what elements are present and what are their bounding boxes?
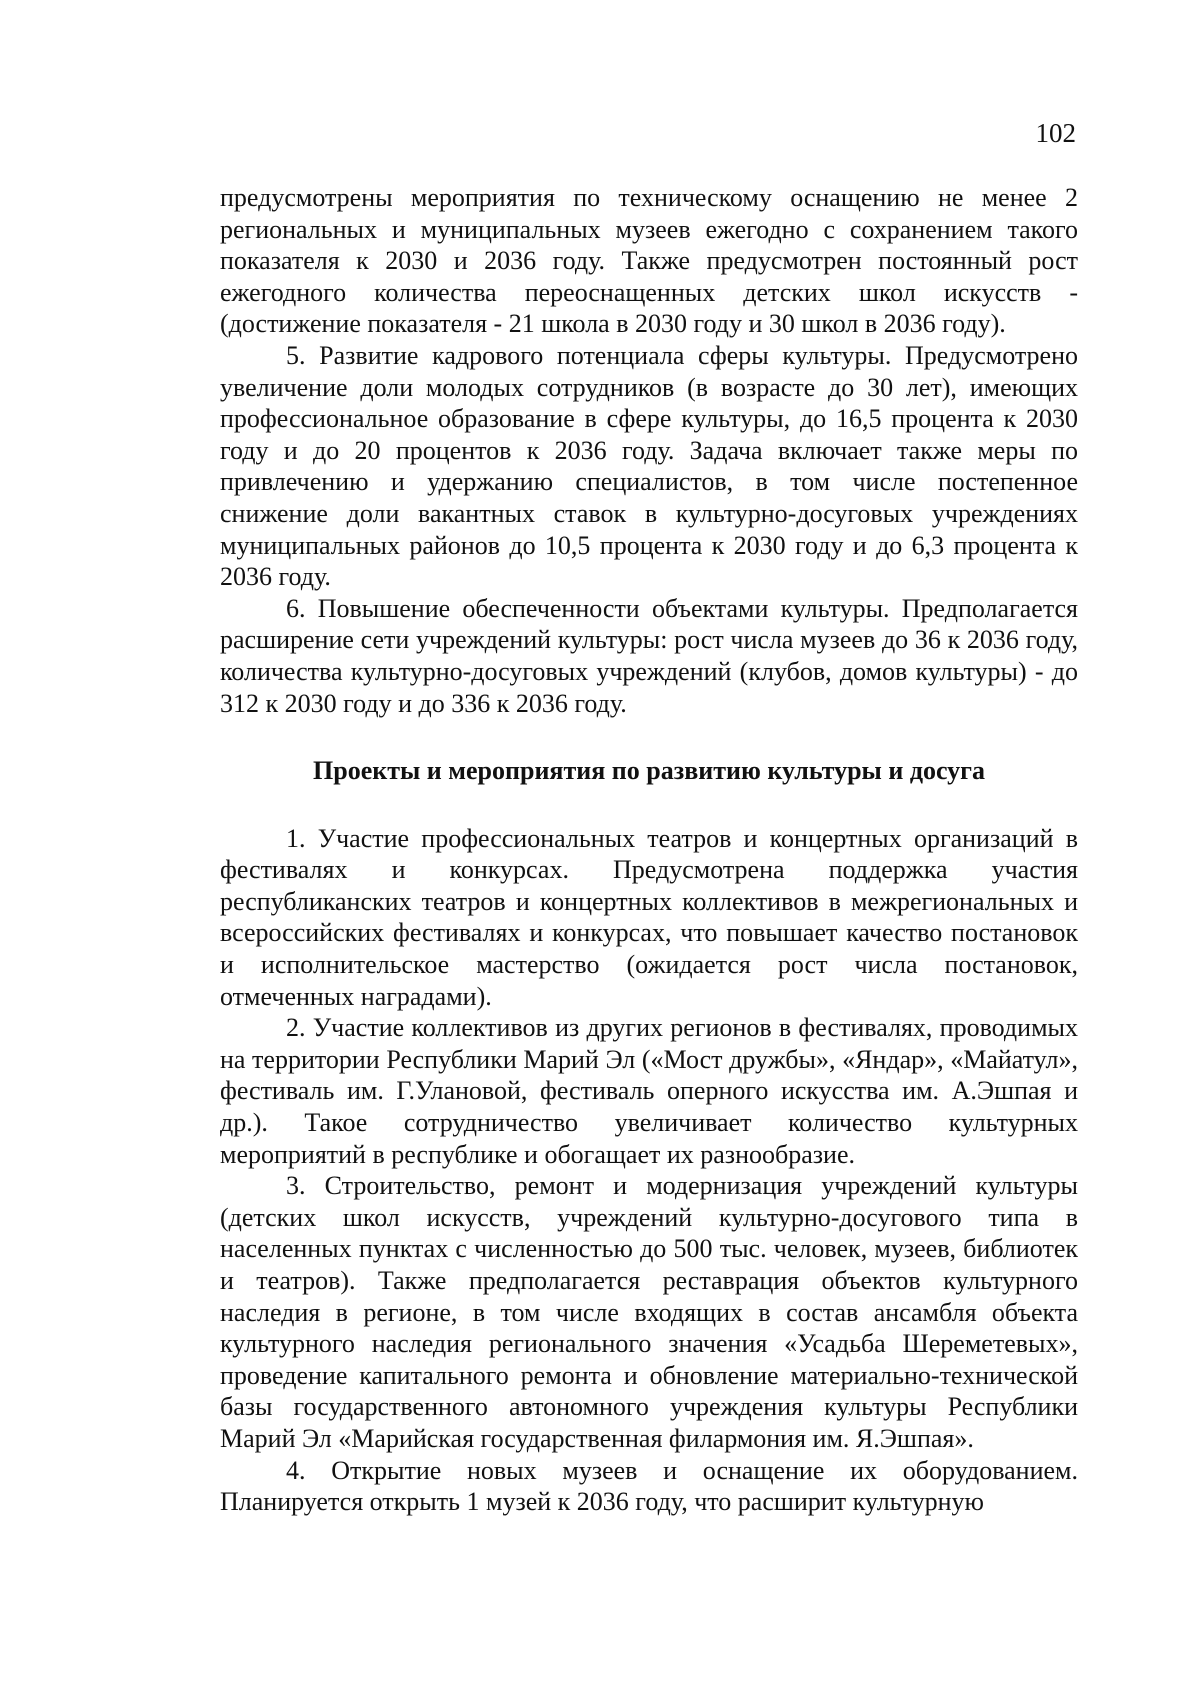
document-body <box>220 182 1078 1518</box>
section-heading: Проекты и мероприятия по развитию культуры и досуга <box>313 756 985 786</box>
project-item-3: 3. Строительство, ремонт и модернизация учреждений культуры (детских школ искусств, учреждений культурно-досугового типа в населенных пунктах с численностью до 500 тыс. человек, музеев, библиотек и театров). Также предполагается реставрация объектов культурного наследия в регионе, в том числе входящих в состав ансамбля объекта культурного наследия регионального значения «Усадьба Шереметевых», проведение капитального ремонта и обновление материально-технической базы государственного автономного учреждения культуры Республики Марий Эл «Марийская государственная филармония им. Я.Эшпая». <box>220 1171 1078 1453</box>
project-item-2: 2. Участие коллективов из других регионов в фестивалях, проводимых на территории Республики Марий Эл («Мост дружбы», «Яндар», «Майатул», фестиваль им. Г.Улановой, фестиваль оперного искусства им. А.Эшпая и др.). Такое сотрудничество увеличивает количество культурных мероприятий в республике и обогащает их разнообразие. <box>220 1013 1078 1169</box>
paragraph-item-5: 5. Развитие кадрового потенциала сферы культуры. Предусмотрено увеличение доли молодых сотрудников (в возрасте до 30 лет), имеющих профессиональное образование в сфере культуры, до 16,5 процента к 2030 году и до 20 процентов к 2036 году. Задача включает также меры по привлечению и удержанию специалистов, в том числе постепенное снижение доли вакантных ставок в культурно-досуговых учреждениях муниципальных районов до 10,5 процента к 2030 году и до 6,3 процента к 2036 году. <box>220 340 1078 592</box>
paragraph-item-6: 6. Повышение обеспеченности объектами культуры. Предполагается расширение сети учреждений культуры: рост числа музеев до 36 к 2036 году, количества культурно-досуговых учреждений (клубов, домов культуры) - до 312 к 2030 году и до 336 к 2036 году. <box>220 593 1078 718</box>
page-number: 102 <box>1035 118 1076 148</box>
paragraph-continuation: предусмотрены мероприятия по техническому оснащению не менее 2 региональных и муниципальных музеев ежегодно с сохранением такого показателя к 2030 и 2036 году. Также предусмотрен постоянный рост ежегодного количества переоснащенных детских школ искусств - (достижение показателя - 21 школа в 2030 году и 30 школ в 2036 году). <box>220 183 1078 339</box>
project-item-4: 4. Открытие новых музеев и оснащение их оборудованием. Планируется открыть 1 музей к 2036 году, что расширит культурную <box>220 1455 1078 1517</box>
project-item-1: 1. Участие профессиональных театров и концертных организаций в фестивалях и конкурсах. Предусмотрена поддержка участия республиканских театров и концертных коллективов в межрегиональных и всероссийских фестивалях и конкурсах, что повышает качество постановок и исполнительское мастерство (ожидается рост числа постановок, отмеченных наградами). <box>220 823 1078 1011</box>
